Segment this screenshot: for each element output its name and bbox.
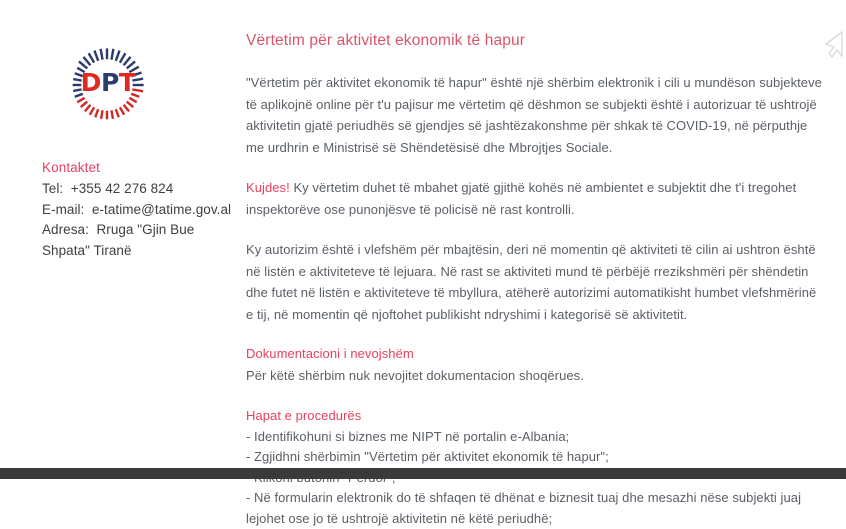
warning-label: Kujdes! [246, 180, 290, 195]
contact-address-line-1: Adresa: Rruga "Gjin Bue [42, 220, 232, 241]
list-item: - Identifikohuni si biznes me NIPT në portalin e-Albania; [246, 427, 826, 448]
dpt-logo [60, 44, 156, 124]
contact-email: E-mail: e-tatime@tatime.gov.al [42, 200, 232, 221]
sidebar [42, 44, 232, 261]
intro-paragraph: "Vërtetim për aktivitet ekonomik të hapur" është një shërbim elektronik i cili u mundëson subjekteve të aplikojnë online për t'u pajisur me vërtetim që dëshmon se subjekti është i autorizuar të ushtrojë aktivitetin gjatë periudhës së gjendjes së jashtëzakonshme për shkak të COVID-19, në përputhje me urdhrin e Ministrisë së Shëndetësisë dhe Mbrojtjes Sociale. [246, 72, 826, 158]
logo-wordmark [60, 70, 156, 96]
logo-letter-p: P [101, 68, 119, 97]
procedure-heading: Hapat e procedurës [246, 406, 826, 426]
list-item: - Në formularin elektronik do të shfaqen të dhënat e biznesit tuaj dhe mesazhi nëse subjekti juaj lejohet ose jo të ushtrojë aktivitetin në këtë periudhë; [246, 488, 826, 529]
bottom-bar [0, 468, 846, 479]
validity-paragraph: Ky autorizim është i vlefshëm për mbajtësin, deri në momentin që aktiviteti të cilin ai ushtron është në listën e aktiviteteve të lejuara. Në rast se aktiviteti mund të përbëjë rrezikshmëri për shëndetin dhe futet në listën e aktiviteteve të mbyllura, atëherë autorizimi automatikisht humbet vlefshmërinë e tij, në momentin që njoftohet publikisht ndryshimi i kategorisë së aktivitetit. [246, 239, 826, 325]
contact-address-line-2: Shpata" Tiranë [42, 241, 232, 262]
contact-heading: Kontaktet [42, 158, 232, 178]
documentation-text: Për këtë shërbim nuk nevojitet dokumentacion shoqërues. [246, 365, 826, 387]
page-title: Vërtetim për aktivitet ekonomik të hapur [246, 30, 826, 52]
list-item: - Zgjidhni shërbimin "Vërtetim për aktivitet ekonomik të hapur"; [246, 447, 826, 468]
warning-text: Ky vërtetim duhet të mbahet gjatë gjithë kohës në ambientet e subjektit dhe t'i tregohet inspektorëve ose punonjësve të policisë në rast kontrolli. [246, 180, 796, 217]
cursor-arrow-icon [824, 30, 846, 60]
main-content [246, 30, 826, 529]
logo-letter-d: D [81, 68, 101, 97]
warning-paragraph [246, 177, 826, 220]
contact-phone: Tel: +355 42 276 824 [42, 179, 232, 200]
logo-letter-t: T [119, 68, 136, 97]
documentation-heading: Dokumentacioni i nevojshëm [246, 344, 826, 364]
